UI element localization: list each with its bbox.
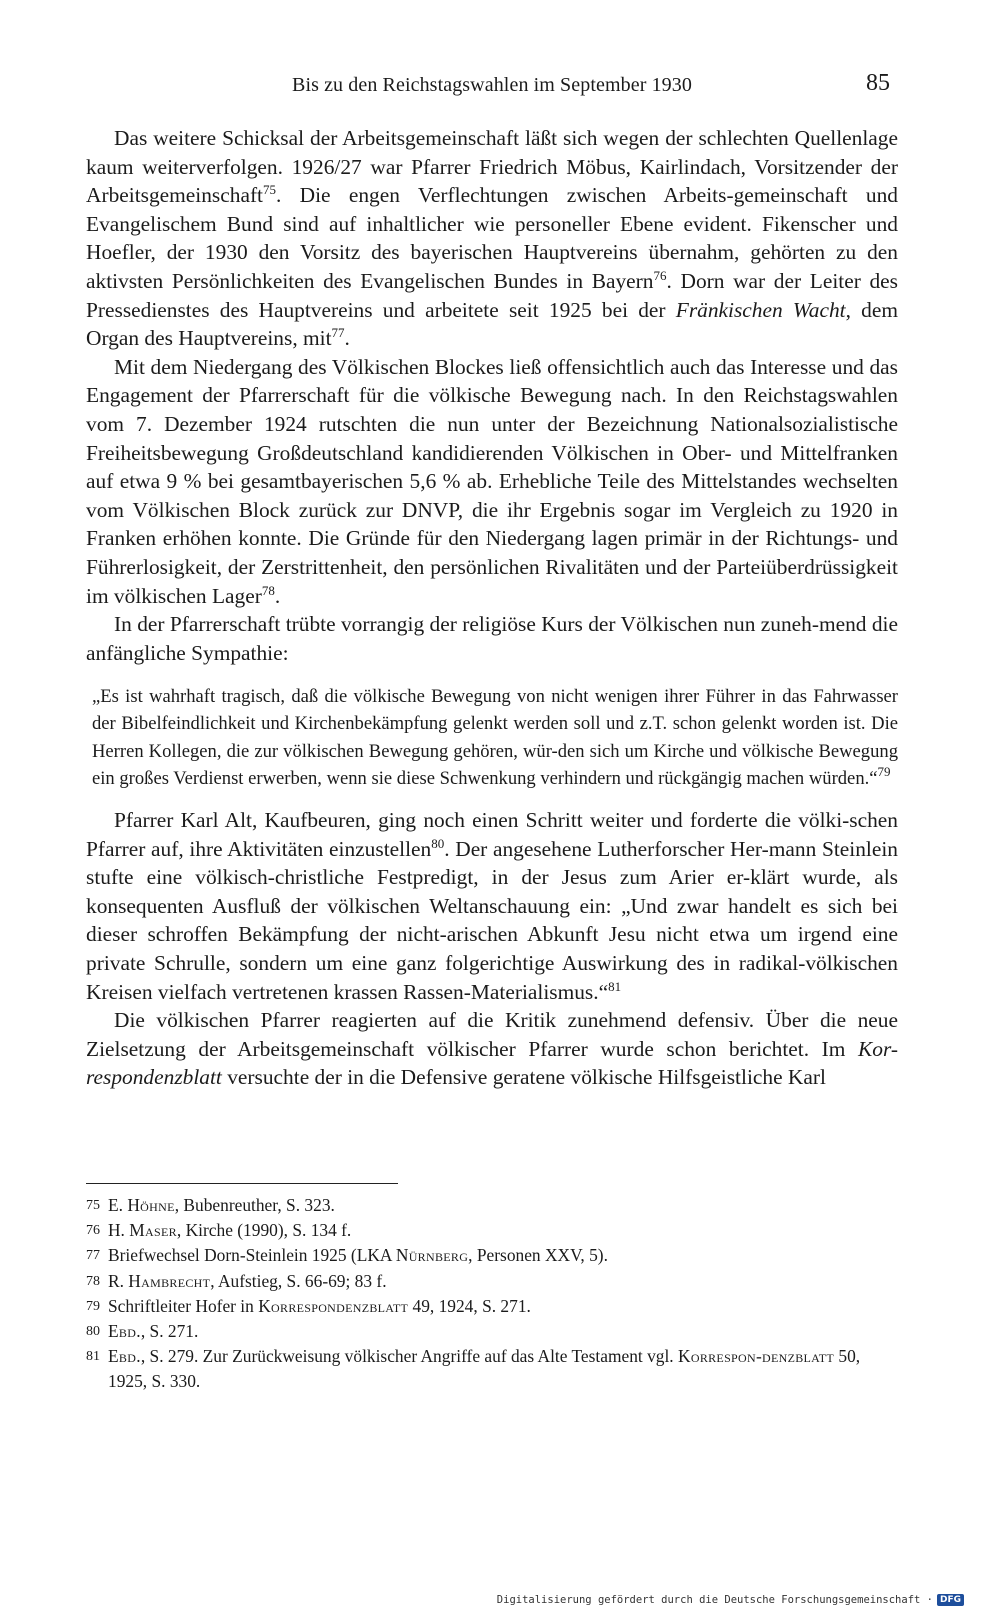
footnote-text: , Kirche (1990), S. 134 f. xyxy=(176,1220,352,1241)
digitization-credit xyxy=(497,1594,964,1606)
text-span: versuchte der in die Defensive geratene völkische Hilfsgeistliche Karl xyxy=(221,1065,826,1090)
paragraph-5 xyxy=(86,1006,898,1092)
footnote-ref-75[interactable]: 75 xyxy=(263,182,277,198)
paragraph-3: In der Pfarrerschaft trübte vorrangig der religiöse Kurs der Völkischen nun zuneh-mend die anfängliche Sympathie: xyxy=(86,612,898,665)
text-span: Mit dem Niedergang des Völkischen Blockes ließ offensichtlich auch das Interesse und das Engagement der Pfarrerschaft für die völkische Bewegung nach. In den Reichstagswahlen vom 7. Dezember 1924 rutschten die nun unter der Bezeichnung Nationalsozialistische Freiheitsbewegung Großdeutschland kandidierenden Völkischen in Ober- und Mittelfranken auf etwa 9 % bei gesamtbayerischen 5,6 % ab. Erhebliche Teile des Mittelstandes wechselten vom Völkischen Block zurück zur DNVP, die ihr Ergebnis sogar im Vergleich zu 1920 in Franken erhöhen konnte. Die Gründe für den Niedergang lagen primär in der Richtungs- und Führerlosigkeit, der Zerstrittenheit, den persönlichen Rivalitäten und der Parteiüberdrüssigkeit im völkischen Lager xyxy=(86,354,898,608)
paragraph-2 xyxy=(86,353,898,610)
page-header xyxy=(88,72,896,102)
footnote-author: Maser xyxy=(129,1220,177,1241)
text-span: , dem Organ des Hauptvereins, mit xyxy=(86,297,898,351)
footnote-author: Hambrecht xyxy=(128,1270,211,1291)
footnote-ibid: Ebd. xyxy=(108,1321,141,1342)
footnote-journal: Korrespondenzblatt xyxy=(258,1295,409,1316)
footnote-author: Höhne xyxy=(127,1195,175,1215)
footnote-number: 77 xyxy=(86,1248,100,1264)
footnote-text: , Bubenreuther, S. 323. xyxy=(174,1195,335,1215)
footnote-archive: Nürnberg xyxy=(395,1245,469,1266)
footnote-78 xyxy=(86,1269,898,1294)
paragraph-4 xyxy=(86,806,898,1006)
paragraph-1 xyxy=(86,124,898,353)
text-span: Die völkischen Pfarrer reagierten auf die Kritik zunehmend defensiv. Über die neue Zielsetzung der Arbeitsgemeinschaft völkischer Pfarrer wurde schon berichtet. Im xyxy=(86,1008,898,1061)
footnote-text: , Aufstieg, S. 66-69; 83 f. xyxy=(210,1270,387,1291)
quote-text: „Es ist wahrhaft tragisch, daß die völkische Bewegung von nicht wenigen ihrer Führer in das Fahrwasser der Bibelfeindlichkeit und Kirchenbekämpfung gelenkt werden soll und z.T. schon gelenkt worden ist. Die Herren Kollegen, die zur völkischen Bewegung gehören, wür-den sich um Kirche und völkische Bewegung ein großes Verdienst erwerben, wenn sie diese Schwenkung verhindern und rückgängig machen würden.“ xyxy=(92,686,898,789)
text-span: . Der angesehene Lutherforscher Her-mann Steinlein stufte eine völkisch-christliche Festpredigt, in der Jesus zum Arier er-klärt wurde, als konsequenten Ausfluß der völkischen Weltanschauung ein: „Und zwar handelt es sich bei dieser schroffen Bekämpfung der nicht-arischen Abkunft Jesu nicht etwa um irgend eine private Schrulle, sondern um eine ganz folgerichtige Auswirkung des in radikal-völkischen Kreisen vielfach vertretenen krassen Rassen-Materialismus.“ xyxy=(86,836,898,1004)
text-span: Das weitere Schicksal der Arbeitsgemeinschaft läßt sich wegen der schlechten Quellenlage kaum weiterverfolgen. 1926/27 war Pfarrer Friedrich Möbus, Kairlindach, Vorsitzender der Arbeitsgemeinschaft xyxy=(86,126,898,208)
footnote-number: 79 xyxy=(86,1298,100,1314)
footnote-ref-80[interactable]: 80 xyxy=(431,835,445,851)
text-span: . xyxy=(344,326,350,351)
footnote-text: Schriftleiter Hofer in xyxy=(108,1295,259,1316)
footnote-80 xyxy=(86,1319,898,1344)
footnote-text: Briefwechsel Dorn-Steinlein 1925 (LKA xyxy=(108,1245,396,1266)
text-span: . xyxy=(274,583,281,608)
footnote-77 xyxy=(86,1243,898,1268)
footnote-ibid: Ebd. xyxy=(108,1346,141,1367)
footnote-text: E. xyxy=(108,1195,128,1215)
footnote-text: H. xyxy=(108,1220,130,1241)
text-span: Pfarrer Karl Alt, Kaufbeuren, ging noch einen Schritt weiter und forderte die völki-schen Pfarrer auf, ihre Aktivitäten einzustellen xyxy=(86,808,898,861)
footnote-ref-77[interactable]: 77 xyxy=(331,325,345,341)
footnote-number: 78 xyxy=(86,1273,100,1289)
body-text xyxy=(86,124,898,1092)
footnote-text: , Personen XXV, 5). xyxy=(468,1245,608,1266)
text-span: . Dorn war der Leiter des Pressedienstes des Hauptvereins und arbeitete seit 1925 bei der xyxy=(86,268,898,322)
dfg-logo: DFG xyxy=(937,1594,964,1606)
footnote-76 xyxy=(86,1218,898,1243)
footnote-number: 81 xyxy=(86,1349,100,1365)
running-title: Bis zu den Reichstagswahlen im September 1930 xyxy=(292,74,692,96)
footnotes xyxy=(86,1193,898,1395)
page-number: 85 xyxy=(866,70,890,96)
footnote-text: 49, 1924, S. 271. xyxy=(408,1295,531,1316)
footnote-number: 76 xyxy=(86,1223,100,1239)
footnote-text: 50, 1925, S. 330. xyxy=(108,1346,861,1392)
italic-title: Fränkischen Wacht xyxy=(675,297,846,322)
footnote-text: , S. 271. xyxy=(140,1321,199,1342)
footnote-number: 75 xyxy=(86,1198,100,1213)
footnote-79 xyxy=(86,1294,898,1319)
footnote-ref-78[interactable]: 78 xyxy=(261,582,275,598)
footnote-ref-76[interactable]: 76 xyxy=(653,267,667,283)
text-span: . Die engen Verflechtungen zwischen Arbeits-gemeinschaft und Evangelischem Bund sind auf inhaltlicher wie personeller Ebene evident. Fikenscher und Hoefler, der 1930 den Vorsitz des bayerischen Hauptvereins übernahm, gehörten zu den aktivsten Persönlichkeiten des Evangelischen Bundes in Bayern xyxy=(86,183,898,293)
footnote-text: R. xyxy=(108,1270,129,1291)
footnote-number: 80 xyxy=(86,1324,100,1340)
footnote-ref-81[interactable]: 81 xyxy=(608,978,622,994)
footnote-ref-79[interactable]: 79 xyxy=(877,763,891,779)
credit-text: Digitalisierung gefördert durch die Deutsche Forschungsgemeinschaft · xyxy=(496,1594,933,1606)
footnote-text: , S. 279. Zur Zurückweisung völkischer Angriffe auf das Alte Testament vgl. xyxy=(140,1346,678,1367)
footnote-journal: Korrespon-denzblatt xyxy=(678,1346,835,1367)
italic-title: Kor-respondenzblatt xyxy=(86,1036,898,1090)
footnote-divider xyxy=(86,1183,398,1184)
footnote-75 xyxy=(86,1193,898,1218)
block-quote xyxy=(92,683,898,792)
footnote-81 xyxy=(86,1344,898,1394)
